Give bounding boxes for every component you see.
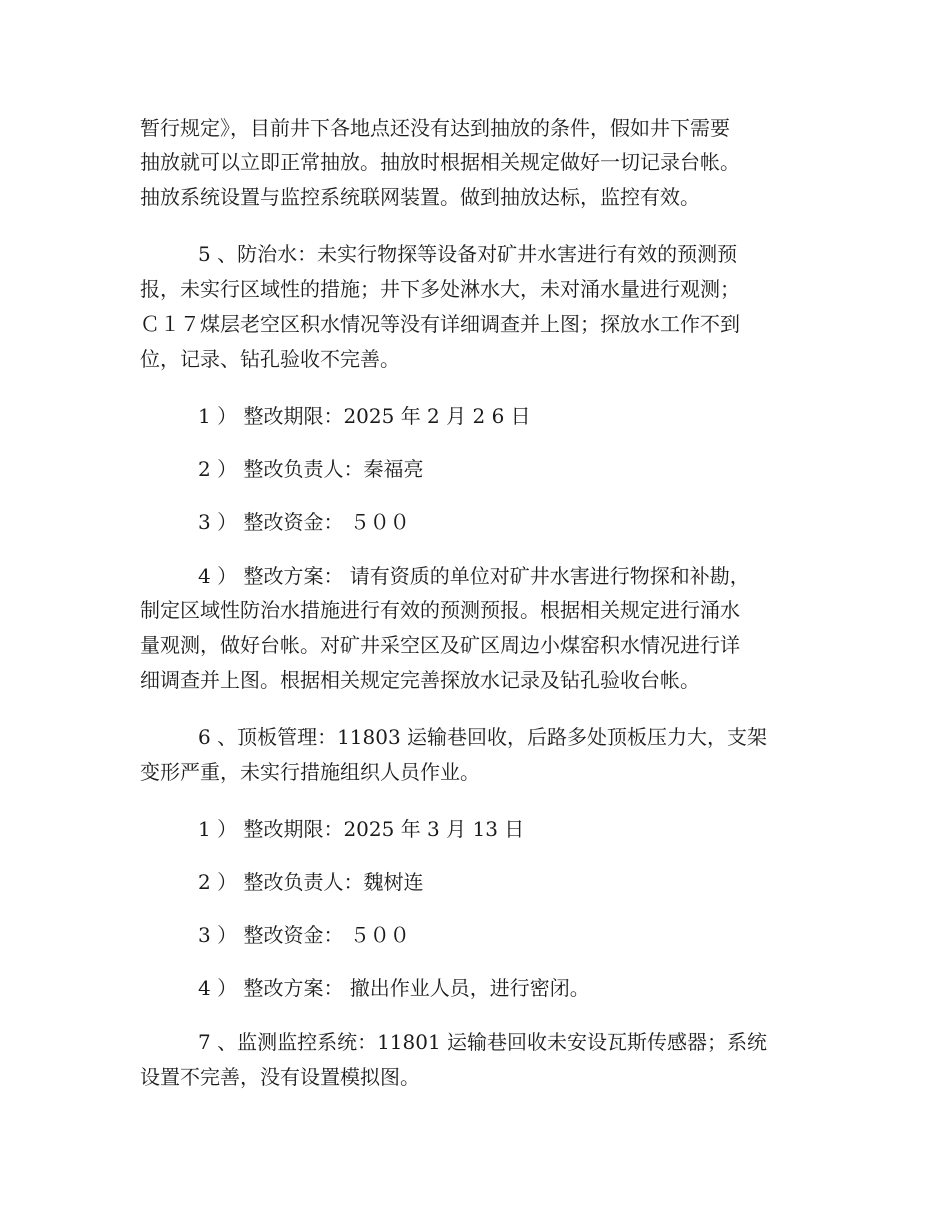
text-line-9: 2 ） 整改负责人：秦福亮 bbox=[198, 457, 424, 481]
text-line-16: 变形严重，未实行措施组织人员作业。 bbox=[140, 760, 480, 784]
text-line-4: 5 、防治水：未实行物探等设备对矿井水害进行有效的预测预 bbox=[198, 242, 738, 266]
text-line-5: 报，未实行区域性的措施；井下多处淋水大，未对涌水量进行观测； bbox=[140, 277, 740, 301]
text-line-18: 2 ） 整改负责人：魏树连 bbox=[198, 870, 424, 894]
text-line-14: 细调查并上图。根据相关规定完善探放水记录及钻孔验收台帐。 bbox=[140, 668, 700, 692]
text-line-10: 3 ） 整改资金： ５００ bbox=[198, 510, 410, 534]
text-line-8: 1 ） 整改期限：2025 年 2 月 2 6 日 bbox=[198, 404, 531, 428]
text-line-2: 抽放就可以立即正常抽放。抽放时根据相关规定做好一切记录台帐。 bbox=[140, 150, 740, 174]
text-line-11: 4 ） 整改方案： 请有资质的单位对矿井水害进行物探和补勘， bbox=[198, 564, 750, 588]
text-line-13: 量观测，做好台帐。对矿井采空区及矿区周边小煤窑积水情况进行详 bbox=[140, 633, 740, 657]
text-line-6: Ｃ１７煤层老空区积水情况等没有详细调查并上图；探放水工作不到 bbox=[140, 312, 740, 336]
text-line-20: 4 ） 整改方案： 撤出作业人员，进行密闭。 bbox=[198, 976, 590, 1000]
text-line-19: 3 ） 整改资金： ５００ bbox=[198, 923, 410, 947]
text-line-3: 抽放系统设置与监控系统联网装置。做到抽放达标，监控有效。 bbox=[140, 185, 700, 209]
text-line-22: 设置不完善，没有设置模拟图。 bbox=[140, 1065, 420, 1089]
text-line-21: 7 、监测监控系统：11801 运输巷回收未安设瓦斯传感器；系统 bbox=[198, 1030, 768, 1054]
text-line-7: 位，记录、钻孔验收不完善。 bbox=[140, 347, 400, 371]
text-line-12: 制定区域性防治水措施进行有效的预测预报。根据相关规定进行涌水 bbox=[140, 598, 740, 622]
text-line-15: 6 、顶板管理：11803 运输巷回收，后路多处顶板压力大，支架 bbox=[198, 725, 768, 749]
text-line-1: 暂行规定》，目前井下各地点还没有达到抽放的条件，假如井下需要 bbox=[140, 116, 730, 140]
text-line-17: 1 ） 整改期限：2025 年 3 月 13 日 bbox=[198, 817, 525, 841]
